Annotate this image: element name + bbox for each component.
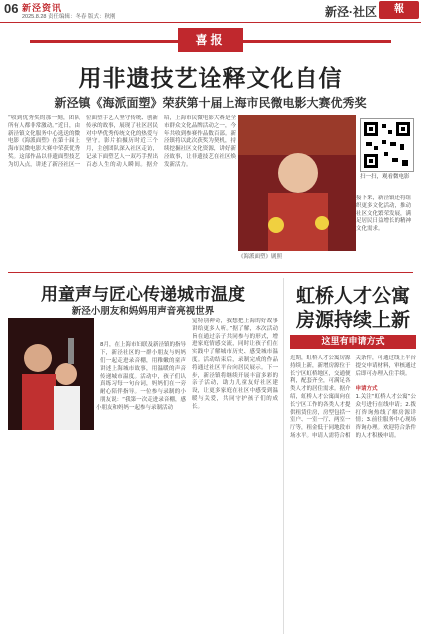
- story3-apply-heading: 申请方式: [355, 386, 378, 393]
- story2-photo-image: [8, 318, 94, 430]
- qr-caption: 扫一扫，观看微电影: [360, 174, 410, 180]
- story2-headline: 用童声与匠心传递城市温度: [41, 285, 245, 305]
- story3-body-wrap: [290, 355, 416, 634]
- apply-banner: 这里有申请方式: [290, 335, 416, 349]
- story2-photo: [8, 318, 94, 430]
- banner-label: 喜报: [178, 28, 243, 52]
- section-name: 新泾资讯: [22, 3, 63, 13]
- qr-code[interactable]: [360, 118, 414, 172]
- story3-body: 近期，虹桥人才公寓房源持续上新，新增房源位于长宁区虹桥地区，交通便利，配套齐全，可满足各类人才的居住需求。据介绍，虹桥人才公寓面向在长宁区工作的各类人才提供租赁住房，房型包括一室户、一室一厅、两室一厅等，租金低于同地段市场水平。申请人需符合相关条件，可通过线上平台提交申请材料，审核通过后即可办理入住手续。: [290, 355, 416, 439]
- story1-subheadline: 新泾镇《海派面塑》荣获第十届上海市民微电影大赛优秀奖: [54, 96, 367, 110]
- story2-subheadline: 新泾小朋友和妈妈用声音亮视世界: [71, 306, 215, 317]
- story3-apply-body: 1.关注“虹桥人才公寓”公众号进行在线申请；2.拨打咨询热线了解房源详情；3.前往服务中心现场咨询办理。欢迎符合条件的人才积极申请。: [355, 393, 416, 439]
- story1-body-col4: 接下来，新泾镇还将组织更多文化活动，推动社区文化繁荣发展，满足居民日益增长的精神文化需求。: [356, 195, 412, 233]
- story2-body: 8月，在上海市妇联及新泾镇的指导下，新泾社区的一群小朋友与妈妈们一起走进录音棚，用稚嫩的童声讲述上海城市故事，用温暖的声音传递城市温度。活动中，孩子们认真练习每一句台词，妈妈们在一旁耐心陪伴指导。一位参与录制的小朋友说：“我第一次走进录音棚，感觉特别神奇，我想把上海的好故事讲给更多人听。”据了解，本次活动旨在通过亲子共同参与的形式，增进家庭情感交流，同时让孩子们在实践中了解城市历史、感受城市温度。活动结束后，录制完成的作品将通过社区平台向居民展示。下一步，新泾镇将继续开展丰富多彩的亲子活动，助力儿童友好社区建设，让更多家庭在社区中感受到温暖与关爱，共同守护孩子们的成长。: [100, 318, 278, 410]
- story1-headline: 用非遗技艺诠释文化自信: [78, 65, 343, 92]
- qr-code-icon: [361, 119, 413, 171]
- page-number: 06: [4, 1, 19, 16]
- section-divider: [8, 272, 413, 273]
- column-divider: [283, 278, 284, 634]
- date-line: 2025.8.28 责任编辑：冬春 版式：秋刚: [22, 14, 116, 20]
- story1-photo: [238, 115, 356, 251]
- paper-logo: 報: [379, 1, 419, 19]
- section-banner: [0, 25, 421, 53]
- page-header: [0, 0, 421, 23]
- story1-body: “收到优秀奖的那一刻，团队所有人都非常激动。”近日，由新泾镇文化服务中心选送的微电影《海派面塑》在第十届上海市民微电影大赛中荣获优秀奖。这部作品以非遗面塑技艺为切入点，讲述了新泾社区一位面塑手艺人坚守传统、创新传承的故事，展现了社区居民对中华优秀传统文化的热爱与坚守。影片拍摄历时近三个月，主创团队深入社区走访，记录下面塑艺人一双巧手捏出百态人生的动人瞬间。据介绍，上海市民微电影大赛是全市群众文化品牌活动之一，今年共收到参赛作品数百部。新泾镇将以此次获奖为契机，持续挖掘社区文化资源，讲好新泾故事，让非遗技艺在社区焕发新活力。: [8, 115, 236, 168]
- story1-photo-image: [238, 115, 356, 251]
- story1-photo-caption: 《海派面塑》剧照: [238, 254, 283, 260]
- paper-title: 新泾·社区: [325, 5, 377, 19]
- story2-photo-caption: 小朋友和妈妈一起参与录制活动: [96, 405, 174, 411]
- story3-headline: 虹桥人才公寓房源持续上新: [295, 285, 410, 331]
